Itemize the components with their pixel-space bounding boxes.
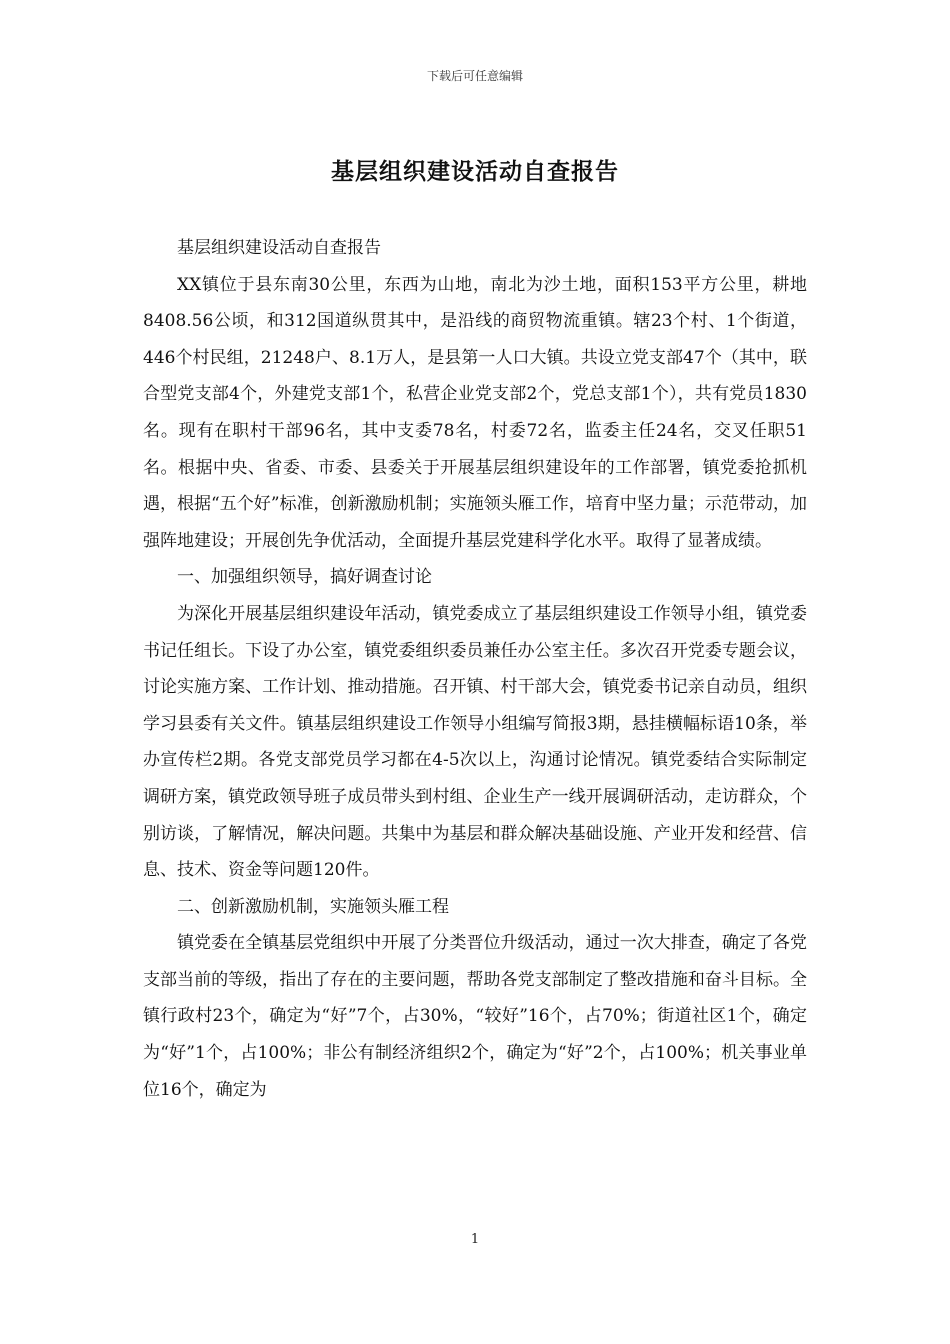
paragraph-subtitle: 基层组织建设活动自查报告 [177,238,381,258]
paragraph-section-2: 镇党委在全镇基层党组织中开展了分类晋位升级活动，通过一次大排查，确定了各党支部当前的等级，指出了存在的主要问题，帮助各党支部制定了整改措施和奋斗目标。全镇行政村23个，确定为“好”7个，占30%，“较好”16个，占70%；街道社区1个，确定为“好”1个，占100%；非公有制经济组织2个，确定为“好”2个，占100%；机关事业单位16个，确定为 [143,933,807,1100]
paragraph-section-1: 为深化开展基层组织建设年活动，镇党委成立了基层组织建设工作领导小组，镇党委书记任组长。下设了办公室，镇党委组织委员兼任办公室主任。多次召开党委专题会议，讨论实施方案、工作计划、推动措施。召开镇、村干部大会，镇党委书记亲自动员，组织学习县委有关文件。镇基层组织建设工作领导小组编写简报3期，悬挂横幅标语10条，举办宣传栏2期。各党支部党员学习都在4-5次以上，沟通讨论情况。镇党委结合实际制定调研方案，镇党政领导班子成员带头到村组、企业生产一线开展调研活动，走访群众，个别访谈，了解情况，解决问题。共集中为基层和群众解决基础设施、产业开发和经营、信息、技术、资金等问题120件。 [143,603,807,881]
section-heading-1: 一、加强组织领导，搞好调查讨论 [177,567,432,588]
paragraph-overview: XX镇位于县东南30公里，东西为山地，南北为沙土地，面积153平方公里，耕地8408.56公顷，和312国道纵贯其中，是沿线的商贸物流重镇。辖23个村、1个街道，446个村民组，21248户、8.1万人，是县第一人口大镇。共设立党支部47个（其中，联合型党支部4个，外建党支部1个，私营企业党支部2个，党总支部1个），共有党员1830名。现有在职村干部96名，其中支委78名，村委72名，监委主任24名，交叉任职51名。根据中央、省委、市委、县委关于开展基层组织建设年的工作部署，镇党委抢抓机遇，根据“五个好”标准，创新激励机制；实施领头雁工作，培育中坚力量；示范带动，加强阵地建设；开展创先争优活动，全面提升基层党建科学化水平。取得了显著成绩。 [143,274,807,551]
section-heading-2: 二、创新激励机制，实施领头雁工程 [177,896,449,917]
document-body [143,230,807,1108]
page-header-note: 下载后可任意编辑 [426,69,523,83]
document-title: 基层组织建设活动自查报告 [331,159,619,185]
page-number: 1 [470,1232,480,1247]
